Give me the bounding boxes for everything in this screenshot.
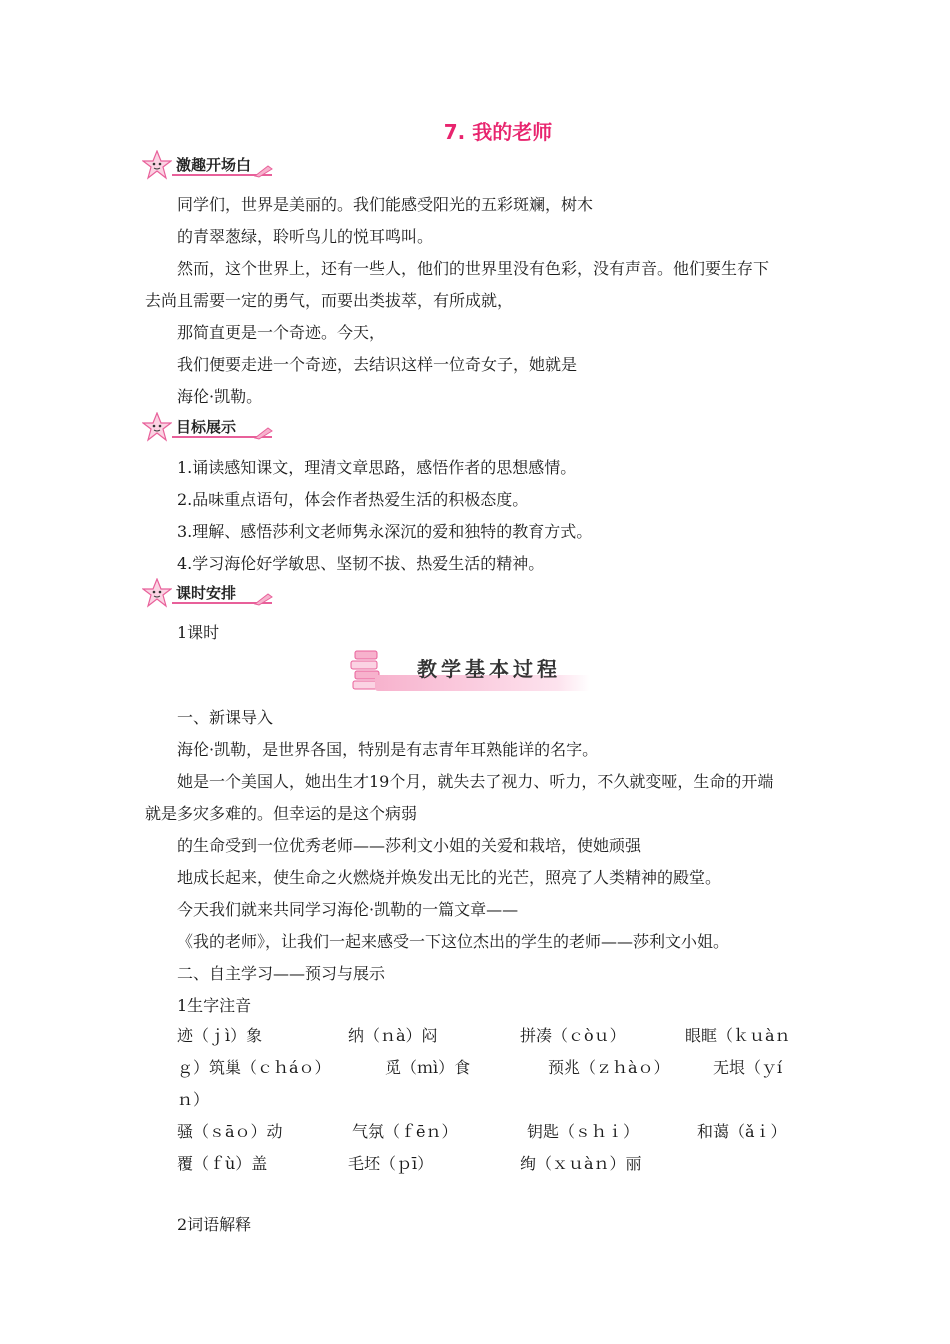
pen-icon xyxy=(254,426,274,440)
pinyin-item: 毛坯（ｐī） xyxy=(348,1154,434,1173)
pinyin-item: ｎ） xyxy=(177,1090,210,1109)
pen-icon xyxy=(254,592,274,606)
vocab-heading: 2词语解释 xyxy=(177,1215,252,1234)
process-line: 1生字注音 xyxy=(177,996,252,1015)
pinyin-item: 预兆（ｚｈàｏ） xyxy=(548,1058,670,1077)
pinyin-item: 无垠（ｙí xyxy=(713,1058,783,1077)
process-line: 二、自主学习——预习与展示 xyxy=(177,964,386,983)
process-line: 《我的老师》，让我们一起来感受一下这位杰出的学生的老师——莎利文小姐。 xyxy=(177,932,730,951)
pinyin-item: 拼凑（ｃòｕ） xyxy=(520,1026,626,1045)
star-icon xyxy=(142,412,172,442)
schedule-text: 1课时 xyxy=(177,623,220,642)
paragraph-line: 然而，这个世界上，还有一些人，他们的世界里没有色彩，没有声音。他们要生存下 xyxy=(177,259,770,278)
paragraph-line: 去尚且需要一定的勇气，而要出类拔萃，有所成就， xyxy=(145,291,514,310)
goal-item: 1.诵读感知课文，理清文章思路，感悟作者的思想感情。 xyxy=(177,458,577,477)
process-banner xyxy=(345,645,595,695)
goal-item: 4.学习海伦好学敏思、坚韧不拔、热爱生活的精神。 xyxy=(177,554,545,573)
process-line: 就是多灾多难的。但幸运的是这个病弱 xyxy=(145,804,418,823)
section-header-intro xyxy=(142,150,282,184)
process-line: 一、新课导入 xyxy=(177,708,274,727)
paragraph-line: 我们便要走进一个奇迹，去结识这样一位奇女子，她就是 xyxy=(177,355,578,374)
pinyin-item: 覆（ｆù）盖 xyxy=(177,1154,268,1173)
page-title: 7. 我的老师 xyxy=(443,120,553,144)
pinyin-item: ｇ）筑巢（ｃｈáｏ） xyxy=(177,1058,331,1077)
paragraph-line: 同学们，世界是美丽的。我们能感受阳光的五彩斑斓，树木 xyxy=(177,195,594,214)
process-line: 的生命受到一位优秀老师——莎利文小姐的关爱和栽培，使她顽强 xyxy=(177,836,642,855)
pinyin-item: 眼眶（ｋｕàｎ xyxy=(685,1026,791,1045)
star-icon xyxy=(142,150,172,180)
process-line: 海伦·凯勒，是世界各国，特别是有志青年耳熟能详的名字。 xyxy=(177,740,599,759)
pinyin-item: 钥匙（ｓｈｉ） xyxy=(527,1122,640,1141)
star-icon xyxy=(142,578,172,608)
banner-title: 教学基本过程 xyxy=(417,657,561,681)
process-line: 她是一个美国人，她出生才19个月，就失去了视力、听力，不久就变哑，生命的开端 xyxy=(177,772,774,791)
pinyin-item: 纳（ｎà）闷 xyxy=(348,1026,438,1045)
pen-icon xyxy=(254,164,274,178)
section-header-schedule xyxy=(142,578,282,612)
paragraph-line: 的青翠葱绿，聆听鸟儿的悦耳鸣叫。 xyxy=(177,227,434,246)
goal-item: 3.理解、感悟莎利文老师隽永深沉的爱和独特的教育方式。 xyxy=(177,522,593,541)
pinyin-item: 和蔼（ǎｉ） xyxy=(697,1122,787,1141)
paragraph-line: 那简直更是一个奇迹。今天， xyxy=(177,323,386,342)
pinyin-item: 骚（ｓāｏ）动 xyxy=(177,1122,283,1141)
goal-item: 2.品味重点语句，体会作者热爱生活的积极态度。 xyxy=(177,490,529,509)
section-label: 目标展示 xyxy=(176,418,237,436)
paragraph-line: 海伦·凯勒。 xyxy=(177,387,263,406)
pinyin-item: 气氛（ｆēｎ） xyxy=(352,1122,458,1141)
section-header-goals xyxy=(142,412,282,446)
process-line: 地成长起来，使生命之火燃烧并焕发出无比的光芒，照亮了人类精神的殿堂。 xyxy=(177,868,722,887)
pinyin-item: 绚（ｘｕàｎ）丽 xyxy=(520,1154,642,1173)
process-line: 今天我们就来共同学习海伦·凯勒的一篇文章—— xyxy=(177,900,519,919)
pinyin-item: 觅（ｍì）食 xyxy=(385,1058,471,1077)
pinyin-item: 迹（ｊì）象 xyxy=(177,1026,263,1045)
section-label: 课时安排 xyxy=(176,584,237,602)
section-label: 激趣开场白 xyxy=(176,156,252,174)
